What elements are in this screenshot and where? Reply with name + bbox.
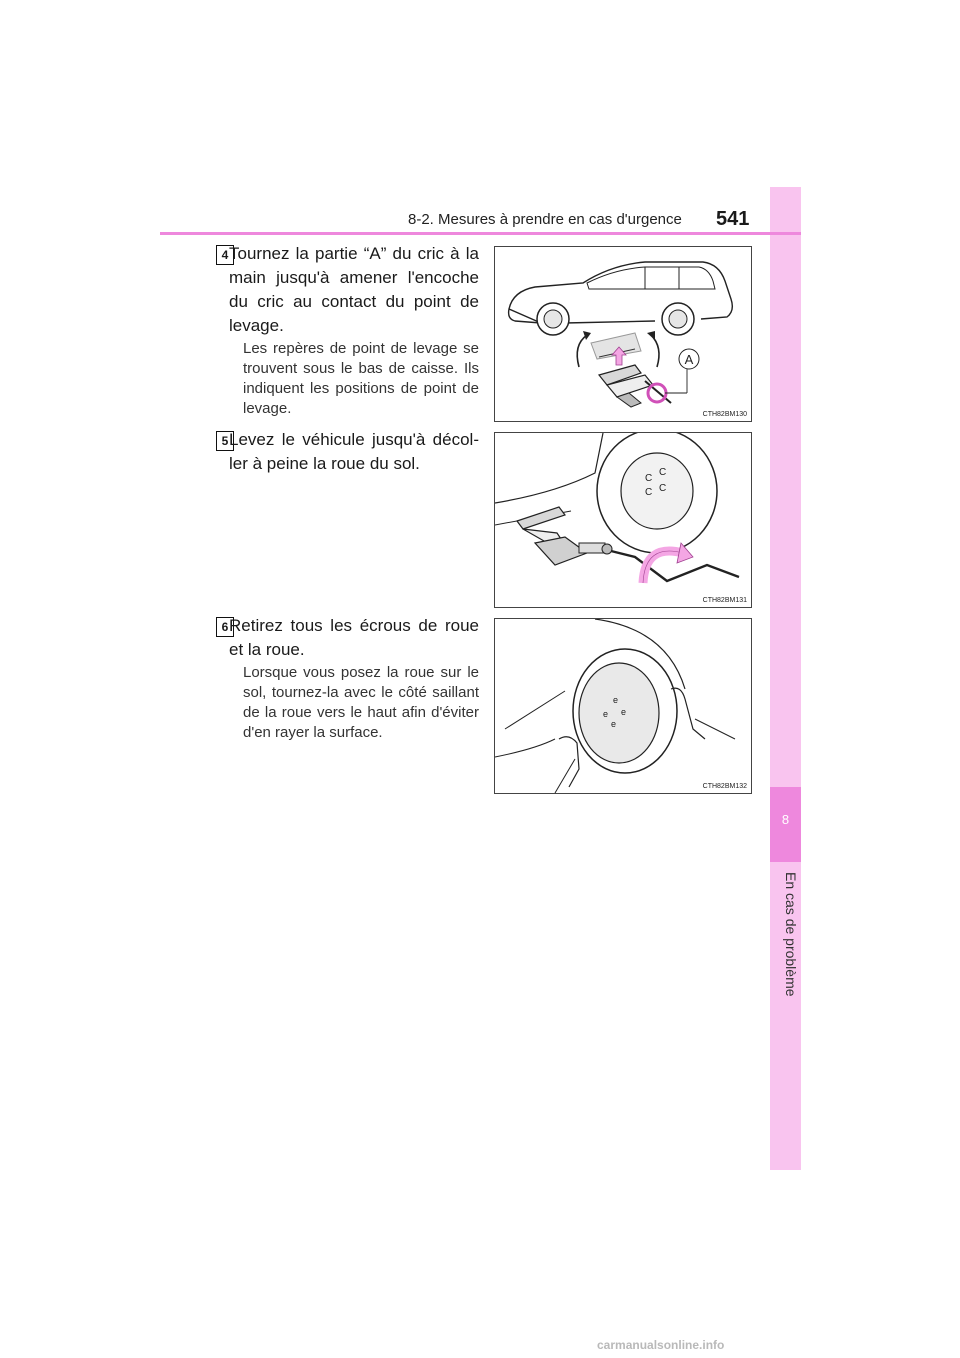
figure-jack-lifting-point	[494, 246, 752, 422]
figure-wheel-removal	[494, 618, 752, 794]
step-4-text: Tournez la partie “A” du cric à la main jusqu'à amener l'encoche du cric au contact du point de levage.	[229, 244, 479, 335]
svg-text:e: e	[621, 707, 627, 717]
section-title: 8-2. Mesures à prendre en cas d'urgence	[408, 211, 682, 228]
step-6-badge: 6	[216, 617, 234, 637]
svg-text:e: e	[603, 709, 609, 719]
figure-code: CTH82BM131	[702, 597, 747, 604]
header-rule	[160, 232, 801, 235]
callout-a-label: A	[684, 352, 694, 367]
svg-text:e: e	[613, 695, 619, 705]
svg-text:e: e	[611, 719, 617, 729]
figure-code: CTH82BM130	[702, 411, 747, 418]
step-6-note: Lorsque vous posez la roue sur le sol, tournez-la avec le côté saillant de la roue vers le haut afin d'éviter d'en rayer la surface.	[243, 664, 479, 741]
wheel-removal-illustration	[495, 619, 751, 793]
svg-text:C: C	[659, 483, 667, 494]
step-4-note: Les repères de point de levage se trouvent sous le bas de caisse. Ils indiquent les positions de point de levage.	[243, 340, 479, 417]
figure-jack-raising	[494, 432, 752, 608]
watermark: carmanualsonline.info	[597, 1338, 725, 1352]
chapter-side-tab	[770, 187, 801, 1170]
step-4-badge: 4	[216, 245, 234, 265]
svg-text:C: C	[645, 473, 653, 484]
step-5-text: Levez le véhicule jusqu'à décol-ler à peine la roue du sol.	[229, 430, 479, 473]
page-number: 541	[716, 208, 750, 230]
chapter-name: En cas de problème	[783, 872, 799, 997]
figure-code: CTH82BM132	[702, 783, 747, 790]
step-5-badge: 5	[216, 431, 234, 451]
svg-text:C: C	[659, 467, 667, 478]
jack-raising-illustration	[495, 433, 751, 607]
svg-text:C: C	[645, 487, 653, 498]
step-6-text: Retirez tous les écrous de roue et la roue.	[229, 616, 479, 659]
car-jack-illustration	[495, 247, 751, 421]
chapter-number: 8	[781, 812, 790, 827]
